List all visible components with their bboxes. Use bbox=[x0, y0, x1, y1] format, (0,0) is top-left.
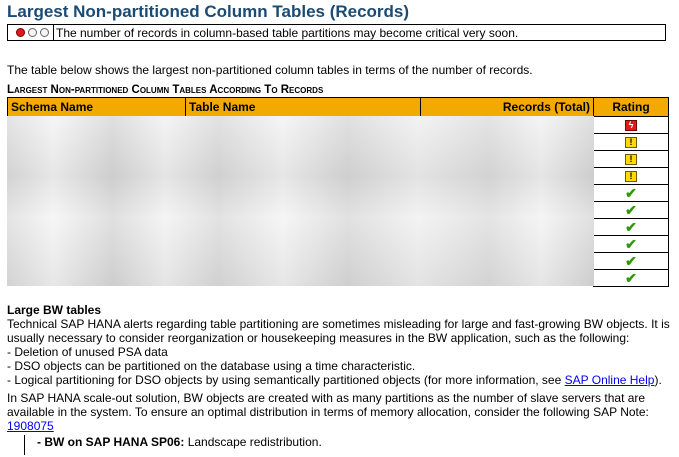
sap-note-link[interactable]: 1908075 bbox=[7, 419, 54, 433]
rating-cell bbox=[594, 270, 669, 287]
page-title: Largest Non-partitioned Column Tables (Records) bbox=[7, 2, 410, 21]
column-header-rating[interactable]: Rating bbox=[594, 98, 669, 117]
bw-sp06-text: Landscape redistribution. bbox=[184, 435, 322, 449]
redacted-table-content bbox=[7, 116, 594, 286]
red-alert-icon: ϟ bbox=[625, 120, 637, 131]
column-header-table[interactable]: Table Name bbox=[186, 98, 421, 117]
alert-box bbox=[7, 24, 666, 41]
green-light-off-icon bbox=[40, 28, 49, 37]
bullet-logical-suffix: ). bbox=[654, 373, 662, 387]
rating-cell bbox=[594, 253, 669, 270]
intro-text: The table below shows the largest non-partitioned column tables in terms of the number of records. bbox=[7, 63, 533, 77]
rating-cell bbox=[594, 236, 669, 253]
table-caption: Largest Non-partitioned Column Tables According To Records bbox=[7, 84, 324, 96]
rating-cell bbox=[594, 202, 669, 219]
bullet-logical-partitioning bbox=[7, 373, 671, 387]
bullet-psa: - Deletion of unused PSA data bbox=[7, 345, 168, 359]
bw-sp06-label: - BW on SAP HANA SP06: bbox=[37, 435, 185, 449]
section-heading: Large BW tables bbox=[7, 303, 102, 317]
bw-section bbox=[7, 303, 671, 433]
sap-note-line bbox=[7, 419, 671, 433]
rating-cell bbox=[594, 219, 669, 236]
checkmark-icon: ✔ bbox=[625, 219, 637, 236]
rating-cell bbox=[594, 168, 669, 185]
traffic-light-icon bbox=[8, 25, 54, 40]
rating-cell bbox=[594, 151, 669, 168]
alert-message: The number of records in column-based table partitions may become critical very soon. bbox=[56, 26, 519, 40]
rating-cell bbox=[594, 185, 669, 202]
section-paragraph-1: Technical SAP HANA alerts regarding table partitioning are sometimes misleading for large and fast-growing BW objects. It is usually necessary to consider reorganization or housekeeping measures in the BW application, such as the following: bbox=[7, 317, 670, 345]
red-light-icon bbox=[16, 28, 25, 37]
bw-sp06-item bbox=[24, 435, 322, 455]
section-paragraph-2: In SAP HANA scale-out solution, BW objects are created with as many partitions as the number of slave servers that are available in the system. To ensure an optimal distribution in terms of memory allocation, consider the following SAP Note: bbox=[7, 391, 649, 419]
warning-icon: ! bbox=[625, 137, 637, 148]
column-header-records[interactable]: Records (Total) bbox=[421, 98, 594, 117]
sap-online-help-link[interactable]: SAP Online Help bbox=[564, 373, 655, 387]
rating-cell bbox=[594, 117, 669, 134]
warning-icon: ! bbox=[625, 171, 637, 182]
checkmark-icon: ✔ bbox=[625, 236, 637, 253]
warning-icon: ! bbox=[625, 154, 637, 165]
bullet-dso: - DSO objects can be partitioned on the database using a time characteristic. bbox=[7, 359, 416, 373]
checkmark-icon: ✔ bbox=[625, 270, 637, 287]
rating-cell bbox=[594, 134, 669, 151]
column-header-schema[interactable]: Schema Name bbox=[8, 98, 186, 117]
checkmark-icon: ✔ bbox=[625, 253, 637, 270]
yellow-light-off-icon bbox=[28, 28, 37, 37]
bullet-logical-text: - Logical partitioning for DSO objects by using semantically partitioned objects (for more information, see bbox=[7, 373, 565, 387]
checkmark-icon: ✔ bbox=[625, 202, 637, 219]
checkmark-icon: ✔ bbox=[625, 185, 637, 202]
